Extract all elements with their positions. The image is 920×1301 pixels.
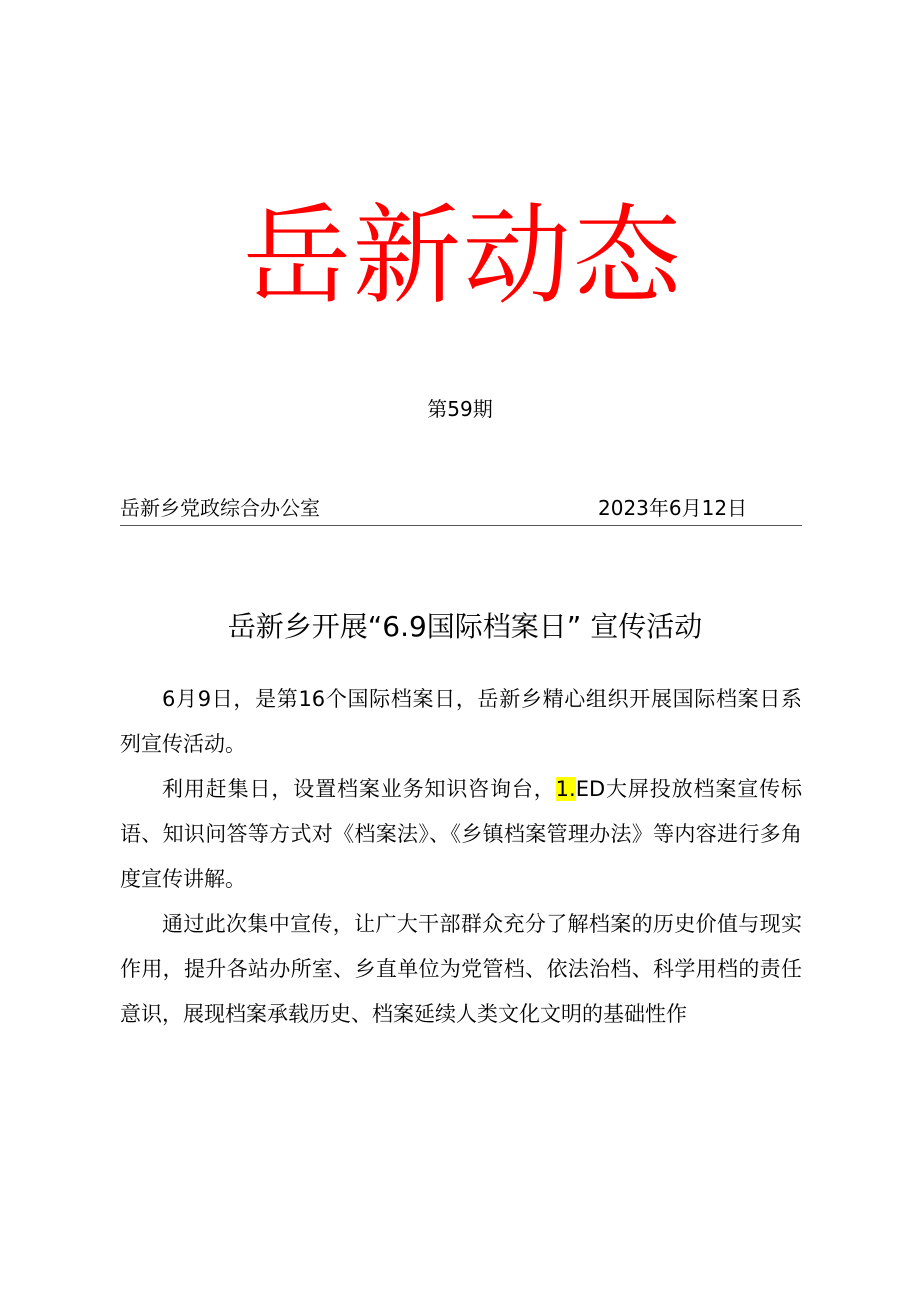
paragraph-2-text: 利用赶集日，设置档案业务知识咨询台， [162, 777, 556, 801]
highlighted-text: 1. [555, 777, 576, 801]
article-body [120, 677, 802, 1037]
paragraph-2-text-rest: ED大屏投放档案宣传标语、知识问答等方式对《档案法》、《乡镇档案管理办法》等内容进行多角度宣传讲解。 [120, 777, 802, 891]
paragraph-1: 6月9日，是第16个国际档案日，岳新乡精心组织开展国际档案日系列宣传活动。 [120, 687, 802, 756]
issue-number: 第59期 [427, 397, 493, 421]
masthead-title: 岳新动态 [242, 194, 683, 319]
article-title: 岳新乡开展“6.9国际档案日” 宣传活动 [227, 610, 703, 643]
paragraph-2 [120, 767, 802, 902]
paragraph-3: 通过此次集中宣传，让广大干部群众充分了解档案的历史价值与现实作用，提升各站办所室、乡直单位为党管档、依法治档、科学用档的责任意识，展现档案承载历史、档案延续人类文化文明的基础性作 [120, 912, 802, 1026]
issuing-office: 岳新乡党政综合办公室 [120, 496, 320, 520]
meta-row [120, 493, 802, 526]
issue-date: 2023年6月12日 [598, 496, 748, 520]
